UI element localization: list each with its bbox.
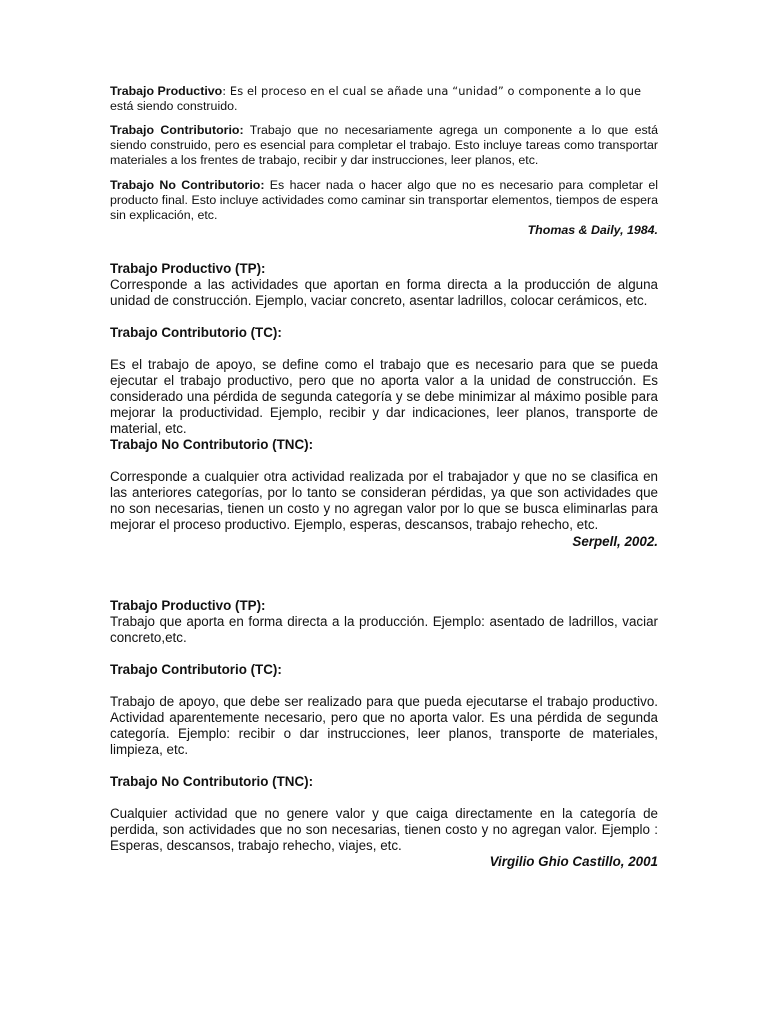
citation-ghio-castillo: Virgilio Ghio Castillo, 2001	[489, 854, 658, 869]
def-no-contributorio: Es hacer nada o hacer algo que no es necesario para completar el producto final. Esto incluye actividades como caminar sin transportar elementos, tiempos de espera sin explicación, etc.	[110, 178, 658, 222]
heading-tnc: Trabajo No Contributorio (TNC):	[110, 774, 314, 789]
citation-serpell: Serpell, 2002.	[572, 534, 658, 549]
heading-tp: Trabajo Productivo (TP):	[110, 598, 266, 613]
term-no-contributorio: Trabajo No Contributorio:	[110, 178, 265, 192]
text-tp: Trabajo que aporta en forma directa a la producción. Ejemplo: asentado de ladrillos, vaciar concreto,etc.	[110, 614, 658, 645]
section-thomas-daily	[110, 84, 658, 238]
section-ghio-castillo	[110, 598, 658, 870]
section-serpell	[110, 261, 658, 550]
def-productivo-b: está siendo construido.	[110, 99, 238, 113]
text-tc: Es el trabajo de apoyo, se define como el trabajo que es necesario para que se pueda ejecutar el trabajo productivo, pero que no aporta valor a la unidad de construcción. Es considerado una pérdida de segunda categoría y se debe minimizar al máximo posible para mejorar la productividad. Ejemplo, recibir y dar indicaciones, leer planos, transporte de material, etc.	[110, 357, 658, 436]
def-contributorio: Trabajo que no necesariamente agrega un componente a lo que está siendo construido, pero es esencial para completar el trabajo. Esto incluye tareas como transportar materiales a los frentes de trabajo, recibir y dar instrucciones, leer planos, etc.	[110, 123, 658, 167]
term-productivo: Trabajo Productivo	[110, 84, 223, 98]
heading-tp: Trabajo Productivo (TP):	[110, 261, 266, 276]
heading-tc: Trabajo Contributorio (TC):	[110, 325, 282, 340]
document-page	[110, 84, 658, 870]
citation-thomas-daily: Thomas & Daily, 1984.	[527, 223, 658, 237]
text-tnc: Corresponde a cualquier otra actividad realizada por el trabajador y que no se clasifica en las anteriores categorías, por lo tanto se consideran pérdidas, ya que son actividades que no son necesarias, tienen un costo y no agregan valor por lo que se busca eliminarlas para mejorar el proceso productivo. Ejemplo, esperas, descansos, trabajo rehecho, etc.	[110, 469, 658, 532]
definition-productivo	[110, 84, 658, 114]
heading-tc: Trabajo Contributorio (TC):	[110, 662, 282, 677]
text-tp: Corresponde a las actividades que aportan en forma directa a la producción de alguna unidad de construcción. Ejemplo, vaciar concreto, asentar ladrillos, colocar cerámicos, etc.	[110, 277, 658, 308]
definition-contributorio	[110, 123, 658, 168]
text-tnc: Cualquier actividad que no genere valor y que caiga directamente en la categoría de perdida, son actividades que no son necesarias, tienen costo y no agregan valor. Ejemplo : Esperas, descansos, trabajo rehecho, viajes, etc.	[110, 806, 658, 853]
definition-no-contributorio	[110, 178, 658, 223]
heading-tnc: Trabajo No Contributorio (TNC):	[110, 437, 314, 452]
term-contributorio: Trabajo Contributorio:	[110, 123, 244, 137]
def-productivo-a: : Es el proceso en el cual se añade una “unidad” o componente a lo que	[222, 84, 642, 98]
text-tc: Trabajo de apoyo, que debe ser realizado para que pueda ejecutarse el trabajo productivo. Actividad aparentemente necesario, pero que no aporta valor. Es una pérdida de segunda categoría. Ejemplo: recibir o dar instrucciones, leer planos, transporte de materiales, limpieza, etc.	[110, 694, 658, 757]
